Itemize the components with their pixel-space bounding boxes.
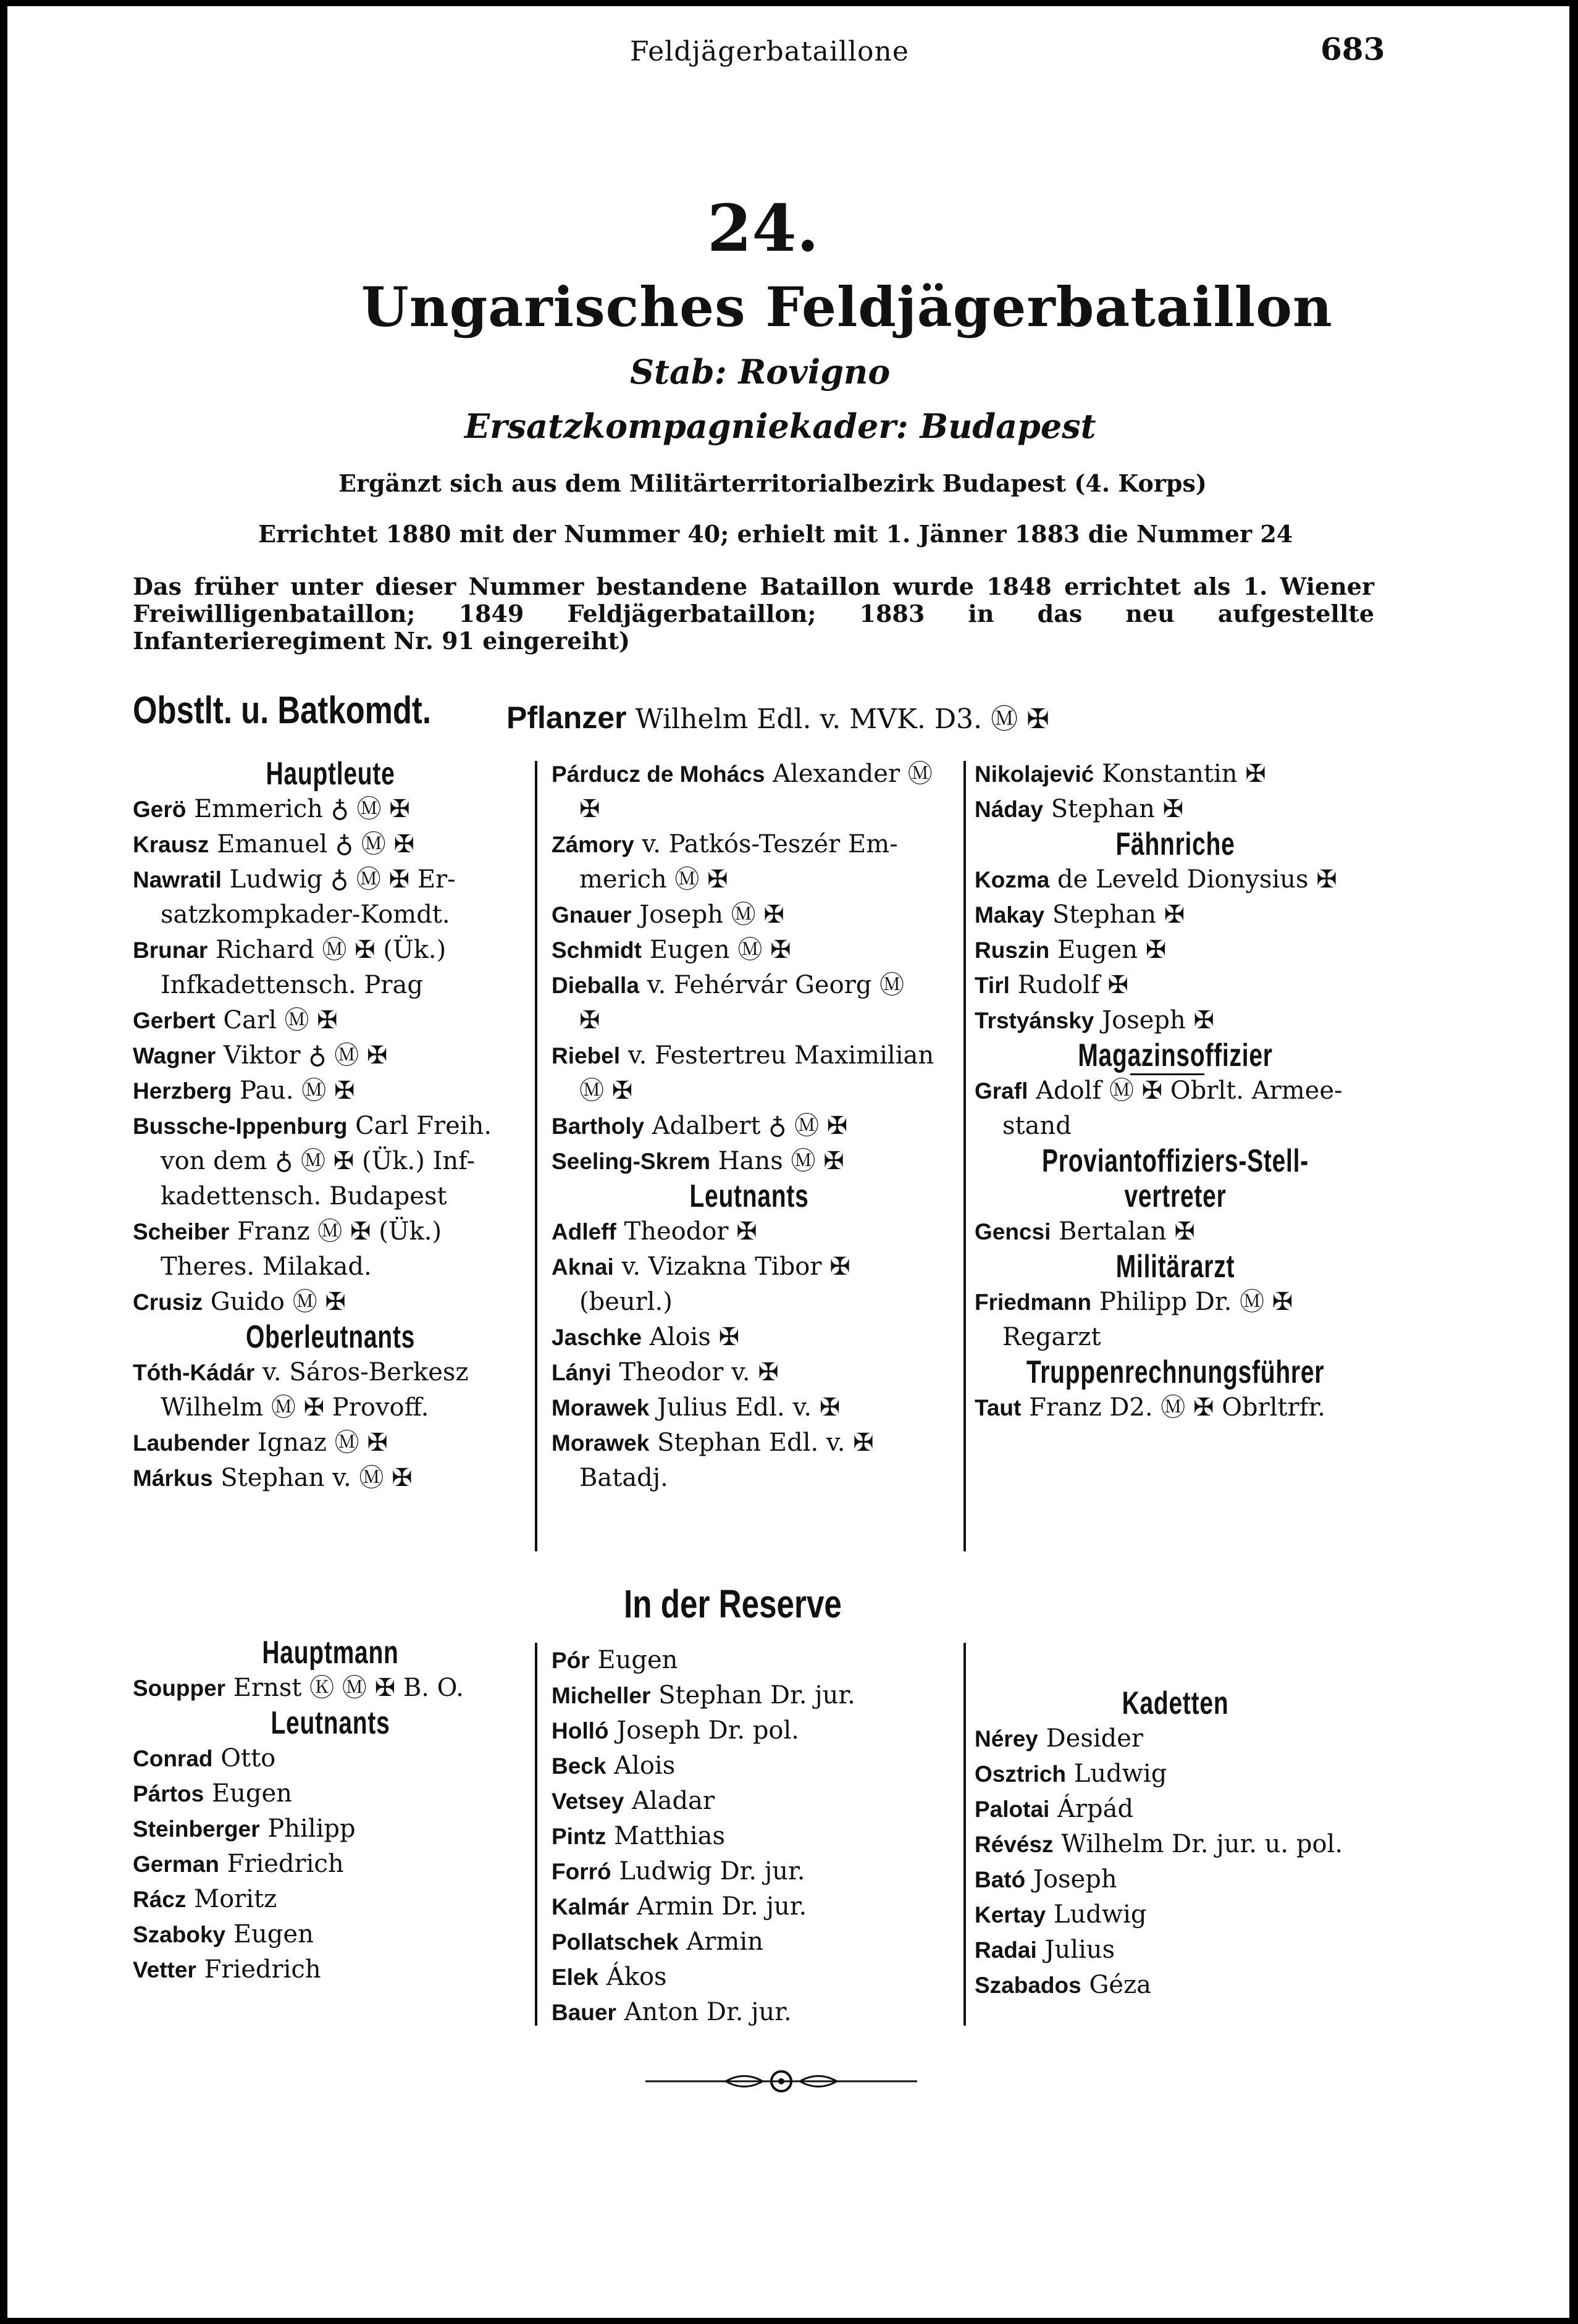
errichtet-line: Errichtet 1880 mit der Nummer 40; erhielt mit 1. Jänner 1883 die Nummer 24 [258, 520, 1293, 548]
officer-surname: Dieballa [552, 973, 639, 998]
officer-entry [133, 1109, 528, 1144]
section-heading: Leutnants [271, 1705, 390, 1741]
officer-entry [133, 862, 528, 897]
officer-entry [133, 1882, 528, 1917]
officer-entry [552, 1643, 947, 1678]
officer-surname: Gencsi [975, 1219, 1051, 1244]
officer-entry [552, 1214, 947, 1249]
officer-entry [133, 827, 528, 862]
section-heading: Kadetten [1122, 1685, 1229, 1721]
officer-entry [133, 1671, 528, 1706]
officer-surname: Lányi [552, 1360, 611, 1385]
entry-continuation: ✠ [579, 1006, 600, 1034]
officer-entry [975, 968, 1376, 1003]
officer-surname: Radai [975, 1937, 1037, 1963]
officer-entry [552, 1819, 947, 1854]
officer-surname: Micheller [552, 1683, 651, 1708]
column-rule [535, 1643, 537, 2026]
section-heading: vertreter [1124, 1178, 1227, 1214]
officer-details: Desider [1046, 1724, 1144, 1753]
officer-details: Alois [614, 1751, 676, 1780]
officer-entry [975, 1932, 1376, 1968]
officer-entry [552, 933, 947, 968]
officer-surname: Schmidt [552, 938, 642, 963]
officer-details: v. Vizakna Tibor ✠ [621, 1252, 850, 1281]
section-heading: Hauptmann [262, 1635, 399, 1671]
officer-surname: Morawek [552, 1430, 650, 1456]
officer-entry [552, 1924, 947, 1960]
officer-surname: Brunar [133, 938, 208, 963]
active-column-1 [133, 757, 528, 1496]
officer-details: Franz D2. Ⓜ ✠ Obrltrfr. [1029, 1393, 1325, 1422]
officer-surname: Tirl [975, 973, 1010, 998]
officer-surname: Crusiz [133, 1290, 203, 1315]
officer-entry [975, 1827, 1376, 1862]
officer-surname: Márkus [133, 1466, 213, 1491]
officer-entry [975, 1003, 1376, 1038]
officer-details: Stephan Edl. v. ✠ [657, 1428, 874, 1457]
active-column-2 [552, 757, 947, 1496]
section-heading: Leutnants [689, 1178, 809, 1214]
officer-surname: Palotai [975, 1797, 1050, 1822]
officer-surname: Jaschke [552, 1325, 642, 1350]
officer-entry [552, 1854, 947, 1889]
officer-surname: Bartholy [552, 1114, 645, 1139]
officer-details: Ludwig ♁ Ⓜ ✠ Er- [229, 865, 456, 894]
officer-entry [133, 1847, 528, 1882]
reserve-column-1 [133, 1635, 528, 1987]
officer-entry [975, 757, 1376, 792]
officer-details: v. Fehérvár Georg Ⓜ [647, 971, 905, 999]
officer-surname: Bató [975, 1867, 1026, 1892]
officer-details: Guido Ⓜ ✠ [210, 1288, 346, 1316]
officer-details: Viktor ♁ Ⓜ ✠ [224, 1041, 388, 1070]
officer-details: Carl Ⓜ ✠ [223, 1006, 338, 1034]
officer-entry [552, 1320, 947, 1355]
officer-surname: Ruszin [975, 938, 1050, 963]
officer-surname: Soupper [133, 1676, 226, 1701]
officer-surname: Conrad [133, 1746, 213, 1771]
column-rule [535, 761, 537, 1551]
officer-surname: Pártos [133, 1781, 204, 1806]
officer-details: Julius [1044, 1936, 1115, 1964]
section-heading: Proviantoffiziers-Stell- [1042, 1143, 1309, 1179]
entry-continuation: satzkompkader-Komdt. [161, 900, 450, 929]
officer-surname: Pintz [552, 1824, 606, 1849]
officer-surname: Adleff [552, 1219, 616, 1244]
history-paragraph: Das früher unter dieser Nummer bestandene Bataillon wurde 1848 errichtet als 1. Wiener Freiwilligenbataillon; 1849 Feldjägerbataillon; 1883 in das neu aufgestellte Infanterieregiment Nr. 91 eingereiht) [133, 573, 1374, 655]
column-rule [963, 1643, 966, 2026]
officer-details: Friedrich [204, 1955, 321, 1984]
ersatz-line: Ersatzkompagniekader: Budapest [464, 406, 1096, 446]
officer-details: Eugen [211, 1779, 292, 1808]
officer-surname: Nawratil [133, 867, 222, 892]
officer-surname: Seeling-Skrem [552, 1149, 711, 1174]
officer-entry [552, 968, 947, 1003]
erganzt-line: Ergänzt sich aus dem Militärterritorialbezirk Budapest (4. Korps) [338, 469, 1207, 497]
unit-title: Ungarisches Feldjägerbataillon [361, 275, 1333, 339]
section-heading: Militärarzt [1115, 1249, 1235, 1285]
officer-surname: Rácz [133, 1887, 187, 1912]
unit-number: 24. [707, 190, 819, 266]
officer-entry [975, 897, 1376, 933]
officer-surname: Pollatschek [552, 1929, 679, 1955]
officer-entry [975, 1214, 1376, 1249]
entry-continuation: von dem ♁ Ⓜ ✠ (Ük.) Inf- [161, 1147, 476, 1175]
officer-details: Eugen ✠ [1057, 936, 1167, 964]
officer-details: Theodor v. ✠ [619, 1358, 779, 1386]
officer-entry [552, 1713, 947, 1748]
section-heading: Truppenrechnungsführer [1026, 1354, 1325, 1390]
section-heading: Hauptleute [266, 756, 395, 792]
officer-details: Philipp Dr. Ⓜ ✠ [1099, 1288, 1293, 1316]
officer-entry [133, 1741, 528, 1776]
officer-surname: Makay [975, 902, 1045, 928]
officer-surname: Szaboky [133, 1922, 226, 1947]
officer-details: Ludwig Dr. jur. [619, 1857, 805, 1886]
officer-details: Stephan v. Ⓜ ✠ [220, 1464, 413, 1492]
officer-surname: Holló [552, 1718, 609, 1743]
entry-continuation: Regarzt [1002, 1323, 1101, 1351]
officer-surname: Beck [552, 1753, 606, 1779]
officer-details: Alexander Ⓜ [773, 760, 933, 788]
officer-details: Emmerich ♁ Ⓜ ✠ [194, 795, 410, 823]
officer-surname: Kertay [975, 1902, 1046, 1928]
officer-surname: Friedmann [975, 1290, 1092, 1315]
officer-details: Julius Edl. v. ✠ [657, 1393, 841, 1422]
officer-entry [975, 792, 1376, 827]
reserve-column-3 [975, 1686, 1376, 2003]
officer-surname: Szabados [975, 1973, 1081, 1998]
officer-details: Friedrich [227, 1850, 344, 1878]
officer-details: Stephan ✠ [1051, 795, 1184, 823]
officer-surname: Nérey [975, 1726, 1038, 1751]
entry-continuation: Ⓜ ✠ [579, 1076, 633, 1105]
officer-details: Alois ✠ [649, 1323, 740, 1351]
officer-entry [552, 1784, 947, 1819]
column-rule [963, 761, 966, 1551]
officer-entry [975, 1968, 1376, 2003]
officer-details: Ludwig [1073, 1760, 1167, 1788]
officer-entry [552, 1960, 947, 1995]
officer-details: Aladar [632, 1787, 715, 1815]
officer-details: Moritz [194, 1885, 277, 1913]
officer-surname: Herzberg [133, 1078, 232, 1104]
officer-details: v. Sáros-Berkesz [262, 1358, 469, 1386]
officer-surname: Tóth-Kádár [133, 1360, 255, 1385]
officer-details: Géza [1089, 1971, 1151, 1999]
officer-details: de Leveld Dionysius ✠ [1057, 865, 1337, 894]
officer-entry [975, 1285, 1376, 1320]
commander-entry [506, 697, 1049, 736]
officer-entry [975, 1792, 1376, 1827]
officer-surname: Náday [975, 797, 1044, 822]
entry-continuation: Wilhelm Ⓜ ✠ Provoff. [161, 1393, 429, 1422]
officer-details: Emanuel ♁ Ⓜ ✠ [217, 830, 414, 858]
officer-surname: Gerö [133, 797, 187, 822]
page-number: 683 [1320, 31, 1385, 67]
officer-details: v. Patkós-Teszér Em- [642, 830, 898, 858]
officer-surname: Scheiber [133, 1219, 230, 1244]
section-heading: Magazinsoffizier [1078, 1038, 1273, 1073]
officer-surname: Forró [552, 1859, 611, 1884]
section-rule [1130, 1073, 1204, 1075]
officer-details: Pau. Ⓜ ✠ [240, 1076, 355, 1105]
officer-entry [133, 1425, 528, 1461]
officer-entry [133, 1073, 528, 1109]
stab-line: Stab: Rovigno [630, 352, 891, 392]
officer-details: Stephan Dr. jur. [658, 1681, 855, 1709]
officer-details: Armin [686, 1928, 763, 1956]
officer-surname: Wagner [133, 1043, 216, 1068]
officer-surname: Aknai [552, 1254, 614, 1280]
officer-details: Konstantin ✠ [1102, 760, 1266, 788]
officer-details: Ignaz Ⓜ ✠ [257, 1428, 388, 1457]
officer-surname: Krausz [133, 832, 209, 857]
officer-details: Ákos [606, 1963, 667, 1991]
entry-continuation: stand [1002, 1112, 1072, 1140]
commander-rank: Obstlt. u. Batkomdt. [133, 689, 431, 732]
officer-details: Joseph Ⓜ ✠ [639, 900, 784, 929]
officer-details: Joseph Dr. pol. [616, 1716, 800, 1745]
officer-details: Armin Dr. jur. [637, 1892, 807, 1921]
officer-details: Matthias [614, 1822, 725, 1850]
officer-entry [552, 757, 947, 792]
officer-entry [133, 1214, 528, 1249]
officer-entry [133, 1461, 528, 1496]
officer-details: Franz Ⓜ ✠ (Ük.) [237, 1217, 442, 1246]
officer-surname: Gnauer [552, 902, 632, 928]
entry-continuation: merich Ⓜ ✠ [579, 865, 728, 894]
officer-entry [552, 1390, 947, 1425]
officer-entry [552, 1109, 947, 1144]
officer-surname: Kozma [975, 867, 1050, 892]
officer-entry [133, 1776, 528, 1811]
officer-entry [133, 1038, 528, 1073]
officer-entry [552, 1425, 947, 1461]
ornament-divider [645, 2066, 917, 2097]
officer-details: Ernst Ⓚ Ⓜ ✠ B. O. [233, 1674, 464, 1702]
officer-entry [133, 1003, 528, 1038]
officer-entry [133, 1917, 528, 1952]
officer-entry [552, 1889, 947, 1924]
officer-details: Hans Ⓜ ✠ [718, 1147, 844, 1175]
officer-surname: Steinberger [133, 1816, 260, 1842]
officer-details: Eugen Ⓜ ✠ [649, 936, 791, 964]
officer-surname: Vetter [133, 1957, 196, 1982]
officer-surname: Révész [975, 1832, 1054, 1857]
officer-details: Eugen [233, 1920, 314, 1949]
officer-entry [552, 1249, 947, 1285]
officer-surname: Laubender [133, 1430, 250, 1456]
officer-entry [552, 1995, 947, 2030]
entry-continuation: (beurl.) [579, 1288, 673, 1316]
entry-continuation: kadettensch. Budapest [161, 1182, 447, 1210]
officer-details: Otto [220, 1744, 276, 1772]
officer-details: Árpád [1057, 1795, 1134, 1823]
officer-surname: German [133, 1852, 219, 1877]
officer-details: Rudolf ✠ [1017, 971, 1129, 999]
officer-details: Carl Freih. [355, 1112, 492, 1140]
commander-name: Pflanzer [506, 700, 627, 735]
reserve-heading: In der Reserve [624, 1582, 842, 1626]
officer-entry [133, 1952, 528, 1987]
officer-entry [975, 1897, 1376, 1932]
officer-details: Joseph ✠ [1102, 1006, 1214, 1034]
officer-details: Joseph [1033, 1865, 1117, 1894]
officer-details: Stephan ✠ [1052, 900, 1185, 929]
officer-details: Ludwig [1053, 1900, 1147, 1929]
officer-entry [552, 897, 947, 933]
officer-surname: Riebel [552, 1043, 621, 1068]
officer-entry [133, 792, 528, 827]
entry-continuation: Infkadettensch. Prag [161, 971, 423, 999]
officer-details: Eugen [597, 1646, 678, 1674]
officer-surname: Elek [552, 1965, 599, 1990]
officer-surname: Gerbert [133, 1008, 216, 1033]
officer-entry [975, 1862, 1376, 1897]
entry-continuation: ✠ [579, 795, 600, 823]
officer-entry [552, 1355, 947, 1390]
officer-entry [975, 1756, 1376, 1792]
officer-entry [975, 1721, 1376, 1756]
officer-entry [975, 862, 1376, 897]
officer-surname: Zámory [552, 832, 634, 857]
officer-entry [975, 1390, 1376, 1425]
officer-details: Adalbert ♁ Ⓜ ✠ [652, 1112, 848, 1140]
officer-details: Wilhelm Dr. jur. u. pol. [1061, 1830, 1343, 1858]
officer-details: Theodor ✠ [624, 1217, 757, 1246]
officer-surname: Osztrich [975, 1761, 1067, 1787]
officer-entry [133, 1355, 528, 1390]
officer-surname: Vetsey [552, 1789, 624, 1814]
officer-entry [133, 1811, 528, 1847]
officer-surname: Kalmár [552, 1894, 629, 1919]
officer-details: Adolf Ⓜ ✠ Obrlt. Armee- [1036, 1076, 1343, 1105]
section-heading: Oberleutnants [245, 1319, 416, 1355]
officer-surname: Nikolajević [975, 761, 1094, 787]
entry-continuation: Batadj. [579, 1464, 668, 1492]
officer-entry [552, 827, 947, 862]
officer-surname: Pór [552, 1648, 590, 1673]
officer-details: Anton Dr. jur. [624, 1998, 792, 2026]
officer-entry [552, 1038, 947, 1073]
commander-details: Wilhelm Edl. v. MVK. D3. Ⓜ ✠ [635, 703, 1049, 735]
officer-surname: Taut [975, 1395, 1022, 1420]
entry-continuation: Theres. Milakad. [161, 1252, 372, 1281]
officer-surname: Bussche-Ippenburg [133, 1114, 348, 1139]
officer-details: Bertalan ✠ [1059, 1217, 1195, 1246]
section-heading: Fähnriche [1115, 826, 1235, 862]
running-head: Feldjägerbataillone [630, 36, 909, 67]
officer-surname: Trstyánsky [975, 1008, 1094, 1033]
officer-surname: Bauer [552, 2000, 616, 2025]
officer-surname: Grafl [975, 1078, 1028, 1104]
officer-surname: Morawek [552, 1395, 650, 1420]
reserve-column-2 [552, 1643, 947, 2030]
officer-entry [133, 933, 528, 968]
officer-surname: Párducz de Mohács [552, 761, 765, 787]
officer-entry [552, 1144, 947, 1179]
officer-entry [975, 1073, 1376, 1109]
officer-details: v. Festertreu Maximilian [627, 1041, 934, 1070]
officer-entry [133, 1285, 528, 1320]
officer-details: Richard Ⓜ ✠ (Ük.) [216, 936, 447, 964]
officer-entry [552, 1748, 947, 1784]
officer-entry [975, 933, 1376, 968]
officer-details: Philipp [267, 1814, 356, 1843]
officer-entry [552, 1678, 947, 1713]
active-column-3 [975, 757, 1376, 1425]
